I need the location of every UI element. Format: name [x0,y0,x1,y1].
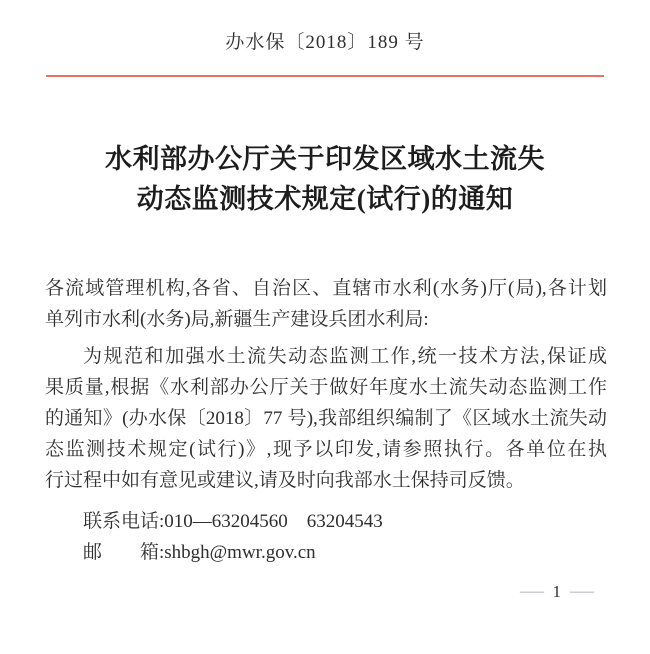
body-line: 为规范和加强水土流失动态监测工作,统一技术方法,保证成 [83,346,607,367]
page-number-dash-right: — [570,583,594,600]
body-line: 态监测技术规定(试行)》,现予以印发,请参照执行。各单位在执 [45,439,607,460]
title-line-1: 水利部办公厅关于印发区域水土流失 [105,144,545,174]
document-title [0,139,650,219]
body-line: 行过程中如有意见或建议,请及时向我部水土保持司反馈。 [45,470,525,491]
body-text [45,273,607,568]
red-divider-line [46,75,604,77]
salutation-line-2: 单列市水利(水务)局,新疆生产建设兵团水利局: [45,309,429,330]
body-line: 的通知》(办水保〔2018〕77 号),我部组织编制了《区域水土流失动 [45,408,607,429]
doc-number: 办水保〔2018〕189 号 [225,32,425,53]
page-number [0,582,650,602]
title-line-2: 动态监测技术规定(试行)的通知 [136,184,514,214]
page-number-dash-left: — [519,583,544,600]
page-number-value: 1 [552,582,561,601]
body-line: 果质量,根据《水利部办公厅关于做好年度水土流失动态监测工作 [45,377,607,398]
salutation-line-1: 各流域管理机构,各省、自治区、直辖市水利(水务)厅(局),各计划 [45,278,607,299]
contact-email-line: 邮 箱:shbgh@mwr.gov.cn [83,542,316,563]
contact-phone-line: 联系电话:010—63204560 63204543 [83,511,383,532]
